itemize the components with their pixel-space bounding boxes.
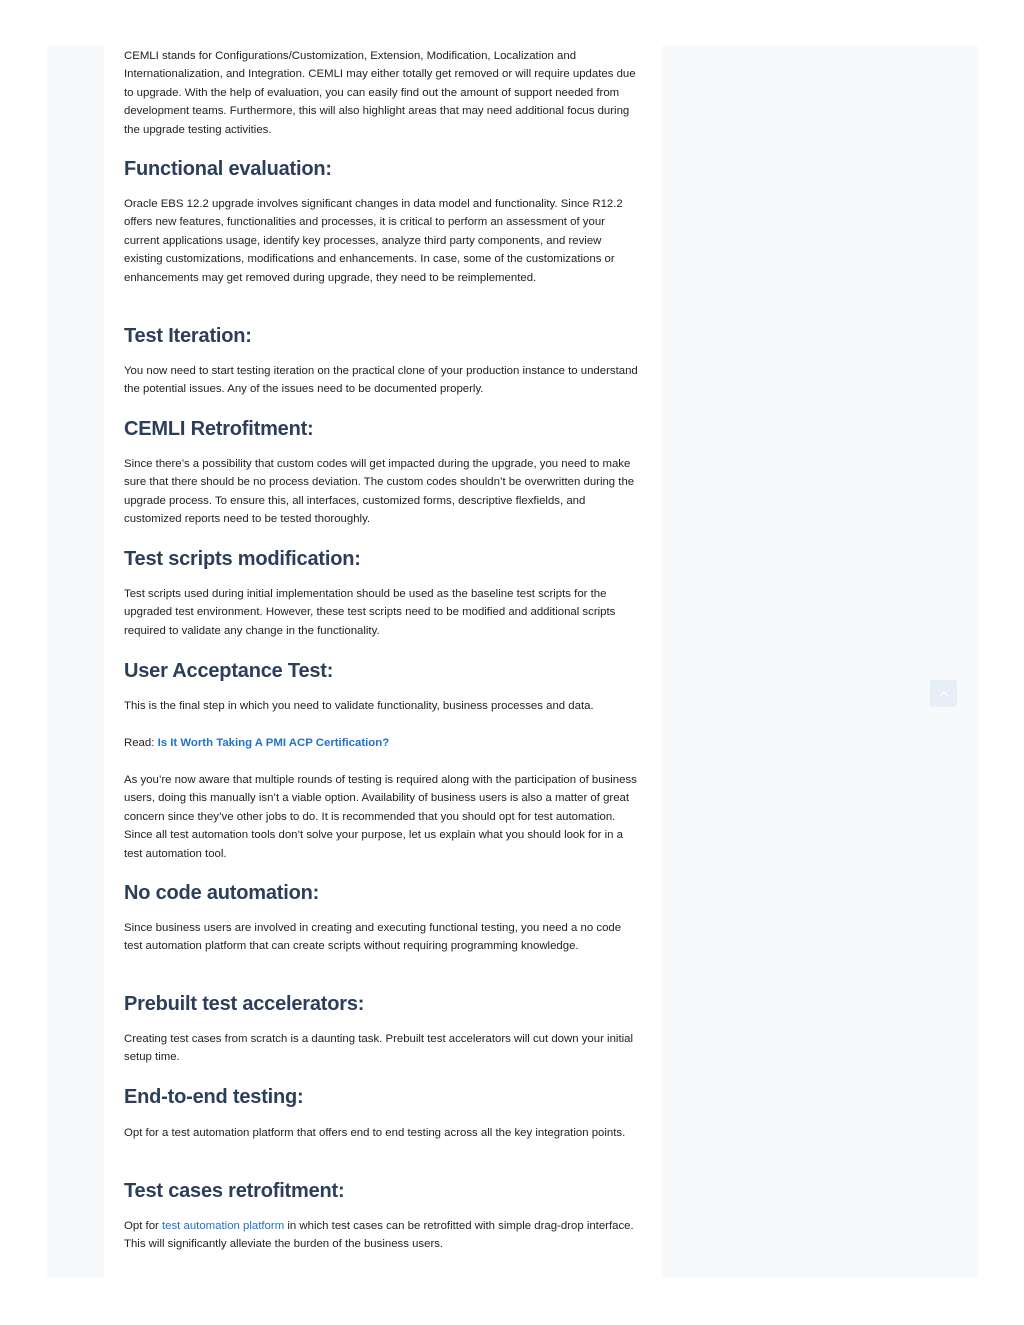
intro-paragraph: CEMLI stands for Configurations/Customization, Extension, Modification, Localization and Internationalization, and Integration. CEMLI may either totally get removed or will require updates due to upgrade. With the help of evaluation, you can easily find out the amount of support needed from development teams. Furthermore, this will also highlight areas that may need additional focus during the upgrade testing activities.: [124, 50, 636, 136]
read-prefix: Read:: [124, 737, 158, 749]
body-cemli-retrofitment: Since there’s a possibility that custom codes will get impacted during the upgrade, you need to make sure that there should be no process deviation. The custom codes shouldn’t be overwritten during the upgrade process. To ensure this, all interfaces, customized forms, descriptive flexfields, and customized reports need to be tested thoroughly.: [124, 458, 635, 526]
heading-test-scripts-modification: Test scripts modification:: [124, 548, 361, 570]
read-more-line: [124, 734, 642, 752]
heading-test-iteration: Test Iteration:: [124, 325, 252, 347]
body-test-cases-retrofitment: [124, 1217, 642, 1254]
read-more-link[interactable]: Is It Worth Taking A PMI ACP Certification?: [157, 737, 390, 749]
body-test-iteration: You now need to start testing iteration on the practical clone of your production instance to understand the potential issues. Any of the issues need to be documented properly.: [124, 365, 638, 396]
heading-test-cases-retrofitment: Test cases retrofitment:: [124, 1180, 345, 1202]
body-no-code-automation: Since business users are involved in creating and executing functional testing, you need a no code test automation platform that can create scripts without requiring programming knowledge.: [124, 922, 622, 953]
article: [104, 46, 662, 1278]
heading-functional-evaluation: Functional evaluation:: [124, 158, 332, 180]
left-gutter: [47, 46, 104, 1278]
scroll-to-top-button[interactable]: [930, 680, 957, 707]
heading-cemli-retrofitment: CEMLI Retrofitment:: [124, 418, 314, 440]
heading-user-acceptance-test: User Acceptance Test:: [124, 660, 334, 682]
body-test-scripts-modification: Test scripts used during initial implementation should be used as the baseline test scripts for the upgraded test environment. However, these test scripts need to be modified and additional scripts required to validate any change in the functionality.: [124, 588, 616, 637]
heading-prebuilt-test-accelerators: Prebuilt test accelerators:: [124, 993, 365, 1015]
chevron-up-icon: [939, 691, 949, 697]
test-automation-platform-link[interactable]: test automation platform: [161, 1220, 285, 1232]
heading-no-code-automation: No code automation:: [124, 882, 320, 904]
retrofitment-suffix: in which test cases can be retrofitted with simple drag-drop interface. This will significantly alleviate the burden of the business users.: [124, 1220, 634, 1251]
heading-end-to-end-testing: End-to-end testing:: [124, 1086, 304, 1108]
automation-intro-paragraph: As you’re now aware that multiple rounds of testing is required along with the participation of business users, doing this manually isn’t a viable option. Availability of business users is also a matter of great concern since they’ve other jobs to do. It is recommended that you should opt for test automation. Since all test automation tools don’t solve your purpose, let us explain what you should look for in a test automation tool.: [124, 774, 637, 860]
body-functional-evaluation: Oracle EBS 12.2 upgrade involves significant changes in data model and functionality. Since R12.2 offers new features, functionalities and processes, it is critical to perform an assessment of your current applications usage, identify key processes, analyze third party components, and review existing customizations, modifications and enhancements. In case, some of the customizations or enhancements may get removed during upgrade, they need to be reimplemented.: [124, 198, 623, 284]
sidebar: [662, 46, 978, 1278]
body-end-to-end-testing: Opt for a test automation platform that offers end to end testing across all the key integration points.: [124, 1127, 626, 1139]
body-prebuilt-test-accelerators: Creating test cases from scratch is a daunting task. Prebuilt test accelerators will cut down your initial setup time.: [124, 1033, 634, 1064]
retrofitment-prefix: Opt for: [124, 1220, 162, 1232]
body-user-acceptance-test: This is the final step in which you need to validate functionality, business processes and data.: [124, 700, 594, 712]
